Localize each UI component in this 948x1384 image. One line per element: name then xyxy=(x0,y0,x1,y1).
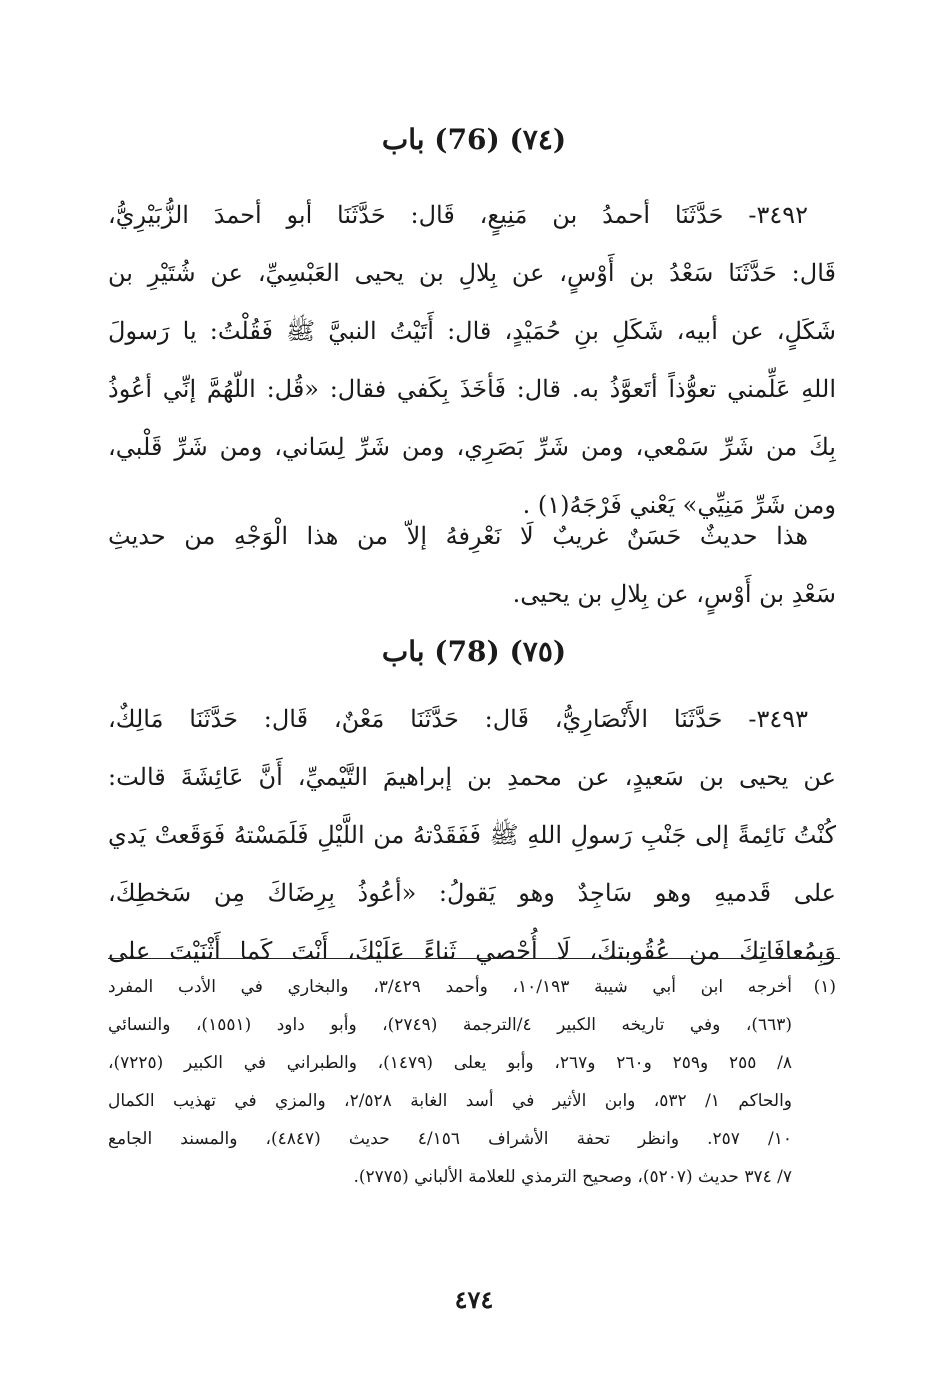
text-line: ٣٤٩٣- حَدَّثَنَا الأَنْصَارِيُّ، قَال: حَدَّثَنَا مَعْنٌ، قَال: حَدَّثَنَا مَالِكٌ، xyxy=(108,705,808,733)
text-line: سَعْدِ بن أَوْسٍ، عن بِلالِ بن يحيى. xyxy=(512,580,836,608)
text-line: قَال: حَدَّثَنَا سَعْدُ بن أَوْسٍ، عن بِلالِ بن يحيى العَبْسِيِّ، عن شُتَيْرِ بن xyxy=(108,259,836,287)
text-line: على قَدميهِ وهو سَاجِدٌ وهو يَقولُ: «أعُوذُ بِرِضَاكَ مِن سَخطِكَ، xyxy=(108,879,836,907)
page-number: ٤٧٤ xyxy=(454,1285,494,1314)
footnote-line: ٧/ ٣٧٤ حديث (٥٢٠٧)، وصحيح الترمذي للعلامة الألباني (٢٧٧٥). xyxy=(353,1167,792,1187)
text-line: اللهِ عَلِّمني تعوُّذاً أتَعوَّذُ به. قال: فَأخَذَ بِكَفي فقال: «قُل: اللّهُمَّ إنِّي أعُوذُ xyxy=(108,375,836,403)
footnote-line: أخرجه ابن أبي شيبة ١٠/١٩٣، وأحمد ٣/٤٢٩، والبخاري في الأدب المفرد xyxy=(108,977,792,997)
footnote-number: (١) xyxy=(813,977,836,997)
text-line: بِكَ من شَرِّ سَمْعي، ومن شَرِّ بَصَرِي، ومن شَرِّ لِسَاني، ومن شَرِّ قَلْبي، xyxy=(108,433,836,461)
footnote-line: ١٠/ ٢٥٧. وانظر تحفة الأشراف ٤/١٥٦ حديث (٤٨٤٧)، والمسند الجامع xyxy=(108,1129,792,1149)
text-line: كُنْتُ نَائِمةً إلى جَنْبِ رَسولِ اللهِ ﷺ فَفَقَدْتهُ من اللَّيْلِ فَلَمَسْتهُ فَوَقَعتْ يَدي xyxy=(108,821,836,849)
footnote-line: ٨/ ٢٥٥ و٢٥٩ و٢٦٠ و٢٦٧، وأبو يعلى (١٤٧٩)، والطبراني في الكبير (٧٢٢٥)، xyxy=(108,1053,792,1073)
text-line: ٣٤٩٢- حَدَّثَنَا أحمدُ بن مَنِيعٍ، قَال: حَدَّثَنَا أبو أحمدَ الزُّبَيْرِيُّ، xyxy=(108,201,808,229)
hadith-3492 xyxy=(108,186,836,534)
chapter-heading-75: (٧٥) (78) باب xyxy=(381,635,567,668)
footnote-line: (٦٦٣)، وفي تاريخه الكبير ٤/الترجمة (٢٧٤٩)، وأبو داود (١٥٥١)، والنسائي xyxy=(108,1015,792,1035)
chapter-heading-74: (٧٤) (76) باب xyxy=(381,123,567,156)
text-line: هذا حديثٌ حَسَنٌ غريبٌ لَا نَعْرِفهُ إلاّ من هذا الْوَجْهِ من حديثِ xyxy=(108,522,808,550)
text-line: شَكَلٍ، عن أبيه، شَكَلِ بنِ حُمَيْدٍ، قال: أَتَيْتُ النبيَّ ﷺ فَقُلْتُ: يا رَسولَ xyxy=(108,317,836,345)
text-line: عن يحيى بن سَعيدٍ، عن محمدِ بن إبراهيمَ التَّيْميِّ، أَنَّ عَائِشَةَ قالت: xyxy=(108,763,836,791)
footnote-separator xyxy=(108,958,840,959)
text-line: ومن شَرِّ مَنِيِّي» يَعْني فَرْجَهُ(١) . xyxy=(522,491,836,519)
footnote xyxy=(108,968,836,1196)
footnote-line: والحاكم ١/ ٥٣٢، وابن الأثير في أسد الغابة ٢/٥٢٨، والمزي في تهذيب الكمال xyxy=(108,1091,793,1111)
text-line: وَبِمُعافَاتِكَ من عُقُوبتكَ، لَا أُحْصي ثَناءً عَلَيْكَ، أَنْتَ كَما أَثْنَيْتَ على xyxy=(108,937,836,965)
hadith-3493 xyxy=(108,690,836,980)
hadith-grading xyxy=(108,507,836,623)
